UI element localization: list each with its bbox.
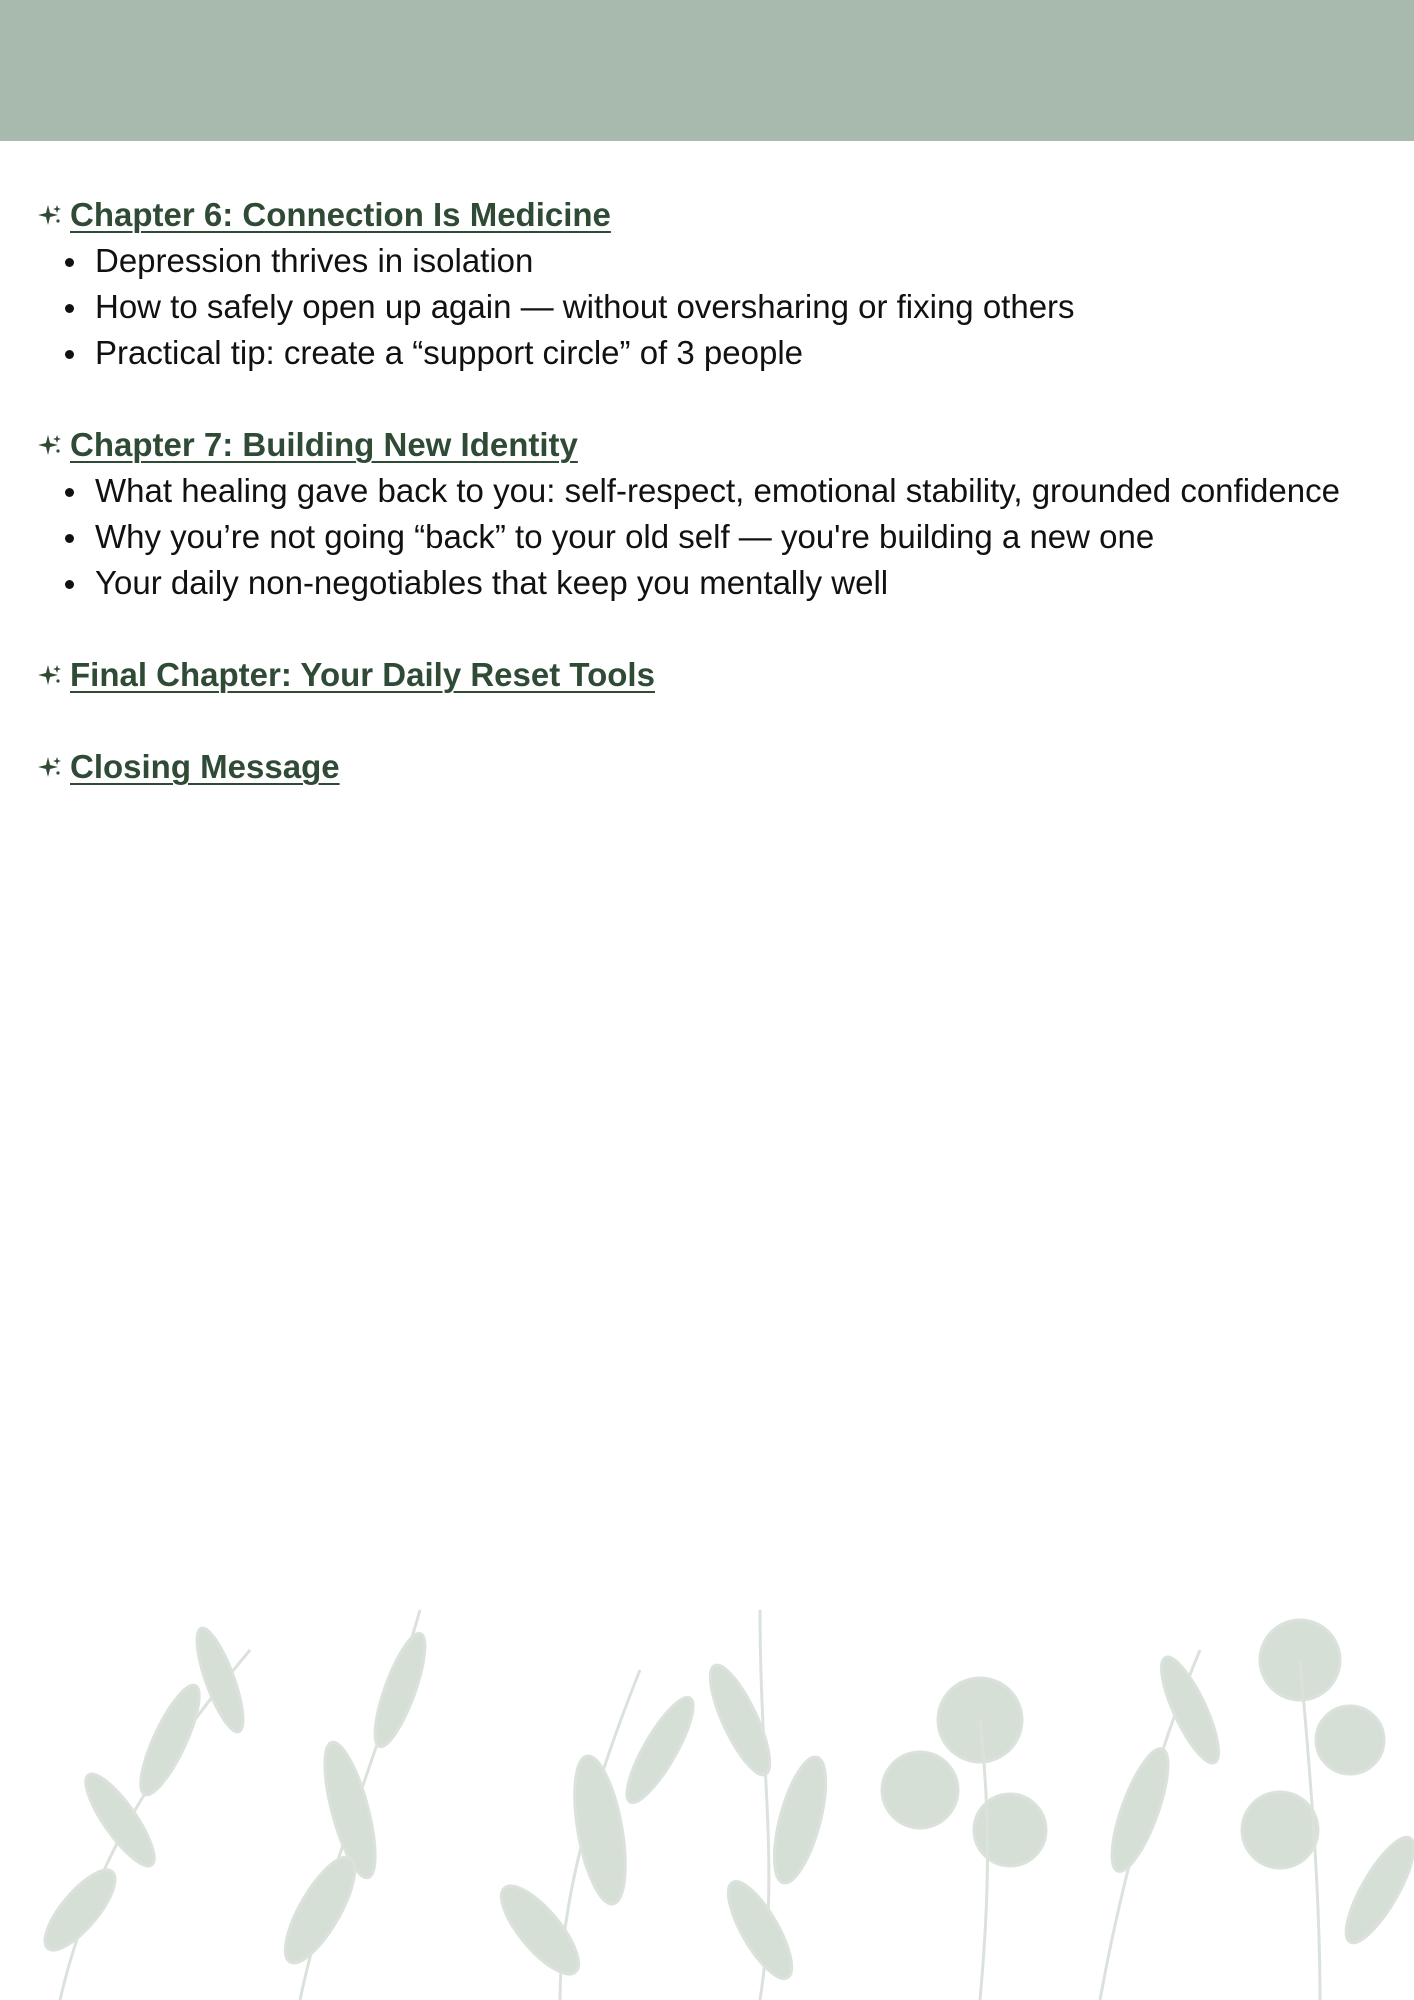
sparkle-icon — [38, 755, 62, 779]
chapter-6-section — [38, 192, 1358, 376]
list-item: Why you’re not going “back” to your old self — you're building a new one — [95, 514, 1358, 560]
sparkle-icon — [38, 203, 62, 227]
header-band — [0, 0, 1414, 141]
chapter-7-section — [38, 422, 1358, 606]
chapter-7-title: Chapter 7: Building New Identity — [70, 426, 578, 463]
closing-message-link[interactable] — [38, 744, 340, 790]
list-item: Practical tip: create a “support circle” of 3 people — [95, 330, 1358, 376]
chapter-7-link[interactable] — [38, 422, 578, 468]
table-of-contents — [38, 192, 1358, 836]
closing-message-section — [38, 744, 1358, 790]
sparkle-icon — [38, 433, 62, 457]
list-item: How to safely open up again — without oversharing or fixing others — [95, 284, 1358, 330]
final-chapter-title: Final Chapter: Your Daily Reset Tools — [70, 656, 655, 693]
closing-message-title: Closing Message — [70, 748, 340, 785]
chapter-6-list — [38, 238, 1358, 376]
final-chapter-section — [38, 652, 1358, 698]
list-item: What healing gave back to you: self-respect, emotional stability, grounded confidence — [95, 468, 1358, 514]
chapter-6-title: Chapter 6: Connection Is Medicine — [70, 196, 611, 233]
chapter-7-list — [38, 468, 1358, 606]
foliage-decoration — [0, 1390, 1414, 2000]
list-item: Your daily non-negotiables that keep you mentally well — [95, 560, 1358, 606]
sparkle-icon — [38, 663, 62, 687]
list-item: Depression thrives in isolation — [95, 238, 1358, 284]
final-chapter-link[interactable] — [38, 652, 655, 698]
chapter-6-link[interactable] — [38, 192, 611, 238]
